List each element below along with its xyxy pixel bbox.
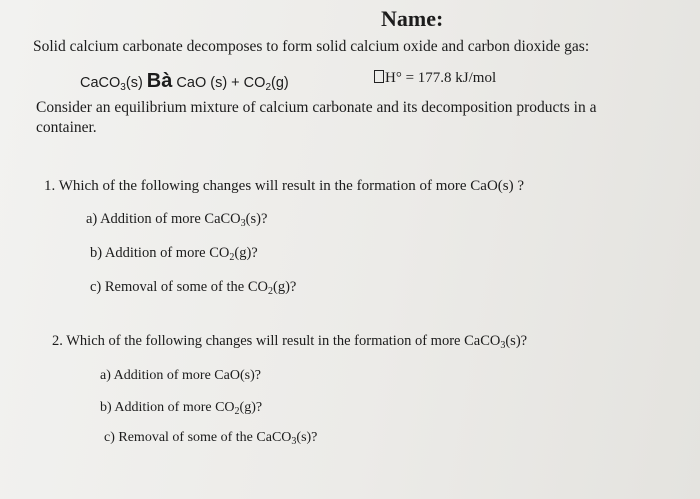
question-2: 2. Which of the following changes will result in the formation of more CaCO$_3$(s)? (52, 333, 528, 351)
missing-glyph-box-icon (374, 70, 384, 83)
question-2-option-a: a) Addition of more CaO(s)? (100, 368, 261, 383)
question-2-option-b: b) Addition of more $CO_2(g)$? (100, 400, 263, 417)
page-title: Name: (381, 6, 444, 31)
question-1-option-c: c) Removal of some of the $CO_2(g)$? (90, 279, 297, 297)
consider-text: Consider an equilibrium mixture of calcium carbonate and its decomposition products in a container. (36, 99, 597, 136)
question-2-option-c: c) Removal of some of the CaCO$_3$(s)? (104, 430, 318, 447)
intro-text: Solid calcium carbonate decomposes to form solid calcium oxide and carbon dioxide gas: (33, 38, 590, 55)
products-formula: CaO $(s) + CO_2(g)$ (172, 75, 289, 93)
enthalpy-value: H° = 177.8 kJ/mol (374, 70, 496, 87)
question-1-option-b: b) Addition of more $CO_2(g)$? (90, 245, 258, 263)
reaction-equation (80, 70, 289, 93)
question-1: 1. Which of the following changes will result in the formation of more CaO(s) ? (44, 178, 525, 194)
reactant-formula: CaCO$_3$(s) (80, 75, 147, 93)
reaction-arrow-text: Bà (146, 70, 173, 92)
question-1-option-a: a) Addition of more CaCO$_3$(s)? (86, 211, 268, 229)
